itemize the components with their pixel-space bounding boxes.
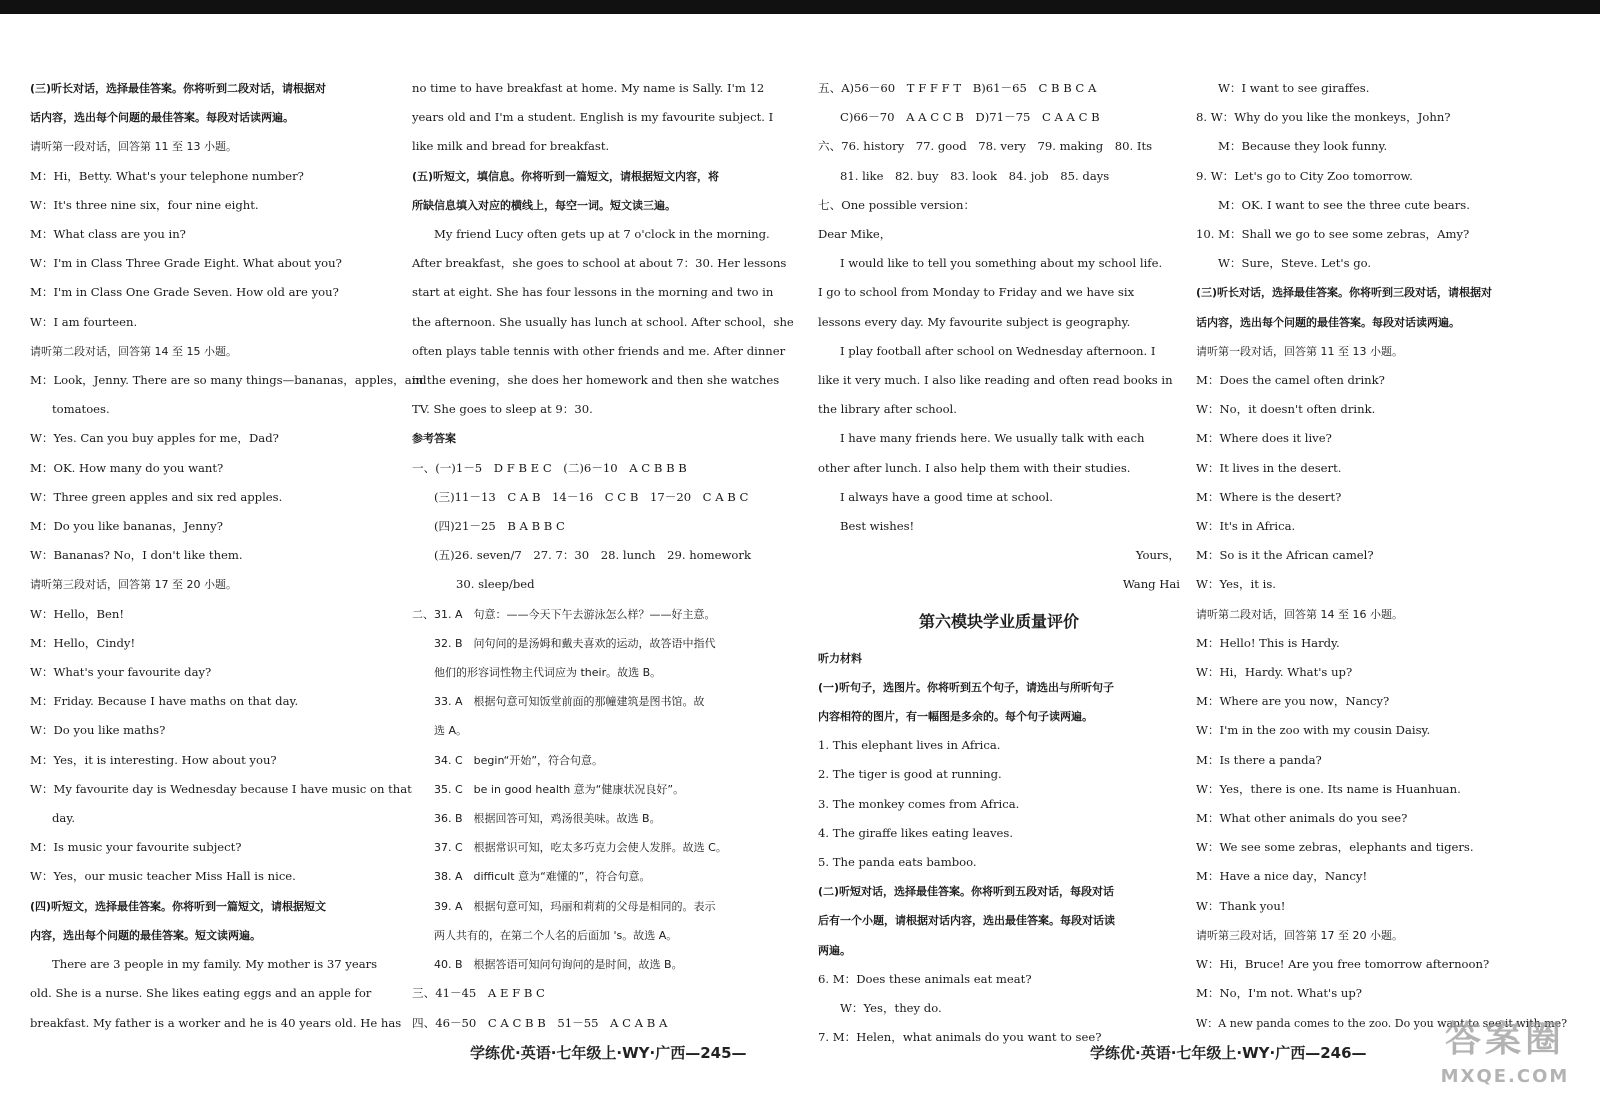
- section-heading: (三)听长对话，选择最佳答案。你将听到二段对话，请根据对: [30, 82, 327, 95]
- answer-line: 32. B 问句问的是汤姆和戴夫喜欢的运动，故答语中指代: [434, 636, 716, 650]
- dialogue-line: 10. M：Shall we go to see some zebras，Amy?: [1196, 227, 1470, 242]
- answer-line: 36. B 根据回答可知，鸡汤很美味。故选 B。: [434, 812, 661, 826]
- section-heading: 内容，选出每个问题的最佳答案。短文读两遍。: [30, 928, 261, 942]
- dialogue-line: M：Is music your favourite subject?: [30, 840, 242, 855]
- answer-line: 81. like 82. buy 83. look 84. job 85. days: [840, 168, 1110, 183]
- dialogue-line: M：Do you like bananas，Jenny?: [30, 519, 223, 534]
- dialogue-line: M：Because they look funny.: [1218, 139, 1388, 154]
- watermark-top-text: 答案圈: [1444, 1019, 1565, 1060]
- dialogue-line: W：It's three nine six，four nine eight.: [30, 197, 259, 212]
- dialogue-line: M：So is it the African camel?: [1196, 548, 1374, 563]
- answer-line: (四)21－25 B A B B C: [434, 519, 565, 534]
- section-heading: 话内容，选出每个问题的最佳答案。每段对话读两遍。: [30, 111, 294, 125]
- dialogue-line: M：OK. I want to see the three cute bears.: [1218, 197, 1470, 212]
- dialogue-line: W：Bananas? No，I don't like them.: [30, 548, 243, 563]
- dialogue-line: M：Where are you now，Nancy?: [1196, 694, 1390, 709]
- dialogue-line: W：Hello，Ben!: [30, 606, 124, 621]
- answer-line: (三)11－13 C A B 14－16 C C B 17－20 C A B C: [434, 489, 749, 504]
- instruction-line: 请听第一段对话，回答第 11 至 13 小题。: [30, 140, 237, 154]
- dialogue-line: W：Hi，Hardy. What's up?: [1196, 665, 1353, 680]
- dialogue-line: W：Hi，Bruce! Are you free tomorrow afternoon?: [1196, 957, 1490, 972]
- dialogue-line: M：Friday. Because I have maths on that day.: [30, 694, 299, 709]
- section-heading: 两遍。: [818, 943, 851, 957]
- passage-line: no time to have breakfast at home. My name is Sally. I'm 12: [412, 81, 765, 95]
- passage-line: After breakfast，she goes to school at about 7：30. Her lessons: [412, 256, 787, 271]
- sentence-line: 3. The monkey comes from Africa.: [818, 796, 1020, 811]
- passage-line: TV. She goes to sleep at 9：30.: [412, 402, 593, 417]
- dialogue-line: W：We see some zebras，elephants and tigers.: [1196, 840, 1474, 855]
- dialogue-line: W：Yes，our music teacher Miss Hall is nice.: [30, 869, 296, 884]
- section-heading: (二)听短对话，选择最佳答案。你将听到五段对话，每段对话: [818, 885, 1115, 899]
- sentence-line: 1. This elephant lives in Africa.: [818, 738, 1001, 753]
- column-2: [412, 74, 794, 1034]
- dialogue-line: M：Does the camel often drink?: [1196, 373, 1385, 388]
- dialogue-line: day.: [52, 811, 76, 826]
- letter-line: Dear Mike，: [818, 227, 892, 242]
- dialogue-line: M：Where does it live?: [1196, 431, 1332, 446]
- dialogue-line: M：Look，Jenny. There are so many things—bananas，apples，and: [30, 373, 427, 388]
- instruction-line: 请听第二段对话，回答第 14 至 16 小题。: [1196, 607, 1403, 621]
- section-heading: (五)听短文，填信息。你将听到一篇短文，请根据短文内容，将: [412, 169, 720, 183]
- section-heading: (四)听短文，选择最佳答案。你将听到一篇短文，请根据短文: [30, 899, 327, 913]
- sentence-line: 2. The tiger is good at running.: [818, 767, 1002, 782]
- dialogue-line: M：Hi，Betty. What's your telephone number?: [30, 168, 304, 183]
- letter-signature: Wang Hai: [1122, 577, 1180, 592]
- passage-line: old. She is a nurse. She likes eating eggs and an apple for: [30, 986, 372, 1001]
- section-heading: 所缺信息填入对应的横线上，每空一词。短文读三遍。: [412, 198, 676, 212]
- dialogue-line: tomatoes.: [52, 402, 110, 417]
- answer-line: 一、(一)1－5 D F B E C (二)6－10 A C B B B: [412, 460, 687, 475]
- dialogue-line: W：It lives in the desert.: [1196, 460, 1342, 475]
- instruction-line: 请听第一段对话，回答第 11 至 13 小题。: [1196, 344, 1403, 358]
- answer-line: C)66－70 A A C C B D)71－75 C A A C B: [840, 110, 1100, 125]
- letter-line: Best wishes!: [840, 519, 915, 534]
- answer-line: 二、31. A 句意：——今天下午去游泳怎么样？——好主意。: [412, 607, 716, 621]
- dialogue-line: 7. M：Helen，what animals do you want to see?: [818, 1030, 1102, 1045]
- letter-line: I have many friends here. We usually talk with each: [840, 431, 1145, 446]
- dialogue-line: W：Thank you!: [1196, 898, 1286, 913]
- page-footer-left: 学练优·英语·七年级上·WY·广西—245—: [470, 1044, 747, 1062]
- page-footer-right: 学练优·英语·七年级上·WY·广西—246—: [1090, 1044, 1367, 1062]
- dialogue-line: W：What's your favourite day?: [30, 665, 212, 680]
- instruction-line: 请听第二段对话，回答第 14 至 15 小题。: [30, 344, 237, 358]
- answer-line: 七、One possible version：: [818, 197, 976, 212]
- letter-line: other after lunch. I also help them with their studies.: [818, 460, 1131, 475]
- answer-line: 选 A。: [434, 724, 468, 738]
- dialogue-line: M：What other animals do you see?: [1196, 811, 1408, 826]
- dialogue-line: W：A new panda comes to the zoo. Do you want to see it with me?: [1196, 1016, 1568, 1030]
- letter-line: the library after school.: [818, 402, 957, 417]
- answer-line: 37. C 根据常识可知，吃太多巧克力会使人发胖。故选 C。: [434, 841, 727, 855]
- watermark-bottom-text: MXQE.COM: [1440, 1066, 1570, 1087]
- dialogue-line: W：I'm in the zoo with my cousin Daisy.: [1196, 723, 1431, 738]
- dialogue-line: M：OK. How many do you want?: [30, 460, 224, 475]
- letter-line: I always have a good time at school.: [840, 489, 1053, 504]
- answer-line: 四、46－50 C A C B B 51－55 A C A B A: [412, 1015, 668, 1030]
- dialogue-line: M：Where is the desert?: [1196, 489, 1342, 504]
- dialogue-line: 8. W：Why do you like the monkeys，John?: [1196, 110, 1451, 125]
- column-3: [818, 74, 1180, 1045]
- dialogue-line: W：I am fourteen.: [30, 314, 138, 329]
- dialogue-line: W：Three green apples and six red apples.: [30, 489, 283, 504]
- passage-line: start at eight. She has four lessons in the morning and two in: [412, 285, 774, 300]
- dialogue-line: M：No，I'm not. What's up?: [1196, 986, 1362, 1001]
- sentence-line: 5. The panda eats bamboo.: [818, 855, 977, 870]
- dialogue-line: M：Hello! This is Hardy.: [1196, 635, 1340, 650]
- section-heading: 话内容，选出每个问题的最佳答案。每段对话读两遍。: [1196, 315, 1460, 329]
- dialogue-line: W：I want to see giraffes.: [1218, 81, 1370, 95]
- letter-line: I play football after school on Wednesday afternoon. I: [840, 343, 1156, 358]
- answer-line: 33. A 根据句意可知饭堂前面的那幢建筑是图书馆。故: [434, 695, 705, 709]
- passage-line: breakfast. My father is a worker and he is 40 years old. He has: [30, 1015, 402, 1030]
- module-title: 第六模块学业质量评价: [918, 611, 1079, 631]
- dialogue-line: W：My favourite day is Wednesday because I have music on that: [30, 781, 412, 796]
- answer-line: 40. B 根据答语可知问句询问的是时间，故选 B。: [434, 958, 683, 972]
- dialogue-line: 6. M：Does these animals eat meat?: [818, 971, 1032, 986]
- column-4: [1196, 74, 1586, 1034]
- answer-line: 34. C begin“开始”，符合句意。: [434, 753, 604, 767]
- dialogue-line: 9. W：Let's go to City Zoo tomorrow.: [1196, 168, 1413, 183]
- section-heading: 内容相符的图片，有一幅图是多余的。每个句子读两遍。: [818, 710, 1093, 724]
- letter-closing: Yours，: [1135, 548, 1180, 563]
- dialogue-line: M：Is there a panda?: [1196, 752, 1322, 767]
- column-1: [30, 74, 427, 1034]
- passage-line: My friend Lucy often gets up at 7 o'clock in the morning.: [434, 227, 770, 242]
- passage-line: There are 3 people in my family. My mother is 37 years: [52, 957, 378, 972]
- answer-line: 六、76. history 77. good 78. very 79. making 80. Its: [818, 139, 1153, 154]
- answer-line: 39. A 根据句意可知，玛丽和莉莉的父母是相同的。表示: [434, 899, 716, 913]
- letter-line: I go to school from Monday to Friday and we have six: [818, 285, 1135, 300]
- passage-line: like milk and bread for breakfast.: [412, 139, 610, 154]
- watermark-logo: [1420, 1016, 1590, 1104]
- dialogue-line: M：I'm in Class One Grade Seven. How old are you?: [30, 285, 339, 300]
- dialogue-line: W：No，it doesn't often drink.: [1196, 402, 1376, 417]
- dialogue-line: M：What class are you in?: [30, 227, 186, 242]
- answer-line: 两人共有的，在第二个人名的后面加 's。故选 A。: [434, 928, 678, 942]
- instruction-line: 请听第三段对话，回答第 17 至 20 小题。: [1196, 928, 1403, 942]
- answer-line: 三、41－45 A E F B C: [412, 986, 545, 1001]
- answer-line: 他们的形容词性物主代词应为 their。故选 B。: [434, 666, 662, 680]
- passage-line: often plays table tennis with other friends and me. After dinner: [412, 343, 786, 358]
- letter-line: I would like to tell you something about my school life.: [840, 256, 1163, 271]
- letter-line: lessons every day. My favourite subject is geography.: [818, 314, 1131, 329]
- dialogue-line: W：Yes. Can you buy apples for me，Dad?: [30, 431, 279, 446]
- dialogue-line: W：Sure，Steve. Let's go.: [1218, 256, 1372, 271]
- top-edge-bar: [0, 0, 1600, 14]
- dialogue-line: M：Hello，Cindy!: [30, 635, 136, 650]
- dialogue-line: M：Yes，it is interesting. How about you?: [30, 752, 277, 767]
- section-heading: (三)听长对话，选择最佳答案。你将听到三段对话，请根据对: [1196, 286, 1493, 300]
- passage-line: in the evening，she does her homework and then she watches: [412, 373, 780, 388]
- letter-line: like it very much. I also like reading and often read books in: [818, 373, 1173, 388]
- answer-line: 30. sleep/bed: [456, 577, 535, 592]
- answer-line: 38. A difficult 意为“难懂的”，符合句意。: [434, 870, 651, 884]
- instruction-line: 请听第三段对话，回答第 17 至 20 小题。: [30, 578, 237, 592]
- dialogue-line: W：Yes，there is one. Its name is Huanhuan.: [1196, 781, 1461, 796]
- section-heading: (一)听句子，选图片。你将听到五个句子，请选出与所听句子: [818, 680, 1115, 694]
- answer-line: 五、A)56－60 T F F F T B)61－65 C B B C A: [818, 81, 1097, 95]
- dialogue-line: W：Yes，they do.: [840, 1001, 942, 1016]
- section-heading: 后有一个小题，请根据对话内容，选出最佳答案。每段对话读: [818, 914, 1115, 928]
- passage-line: years old and I'm a student. English is my favourite subject. I: [412, 110, 774, 125]
- dialogue-line: W：Yes，it is.: [1196, 577, 1276, 592]
- dialogue-line: M：Have a nice day，Nancy!: [1196, 869, 1368, 884]
- sentence-line: 4. The giraffe likes eating leaves.: [818, 825, 1014, 840]
- passage-line: the afternoon. She usually has lunch at school. After school，she: [412, 314, 794, 329]
- answer-key-heading: 参考答案: [412, 432, 456, 446]
- dialogue-line: W：It's in Africa.: [1196, 519, 1296, 534]
- dialogue-line: W：I'm in Class Three Grade Eight. What about you?: [30, 256, 342, 271]
- answer-line: 35. C be in good health 意为“健康状况良好”。: [434, 782, 685, 796]
- dialogue-line: W：Do you like maths?: [30, 723, 166, 738]
- section-heading: 听力材料: [818, 651, 862, 665]
- answer-line: (五)26. seven/7 27. 7：30 28. lunch 29. homework: [434, 548, 751, 563]
